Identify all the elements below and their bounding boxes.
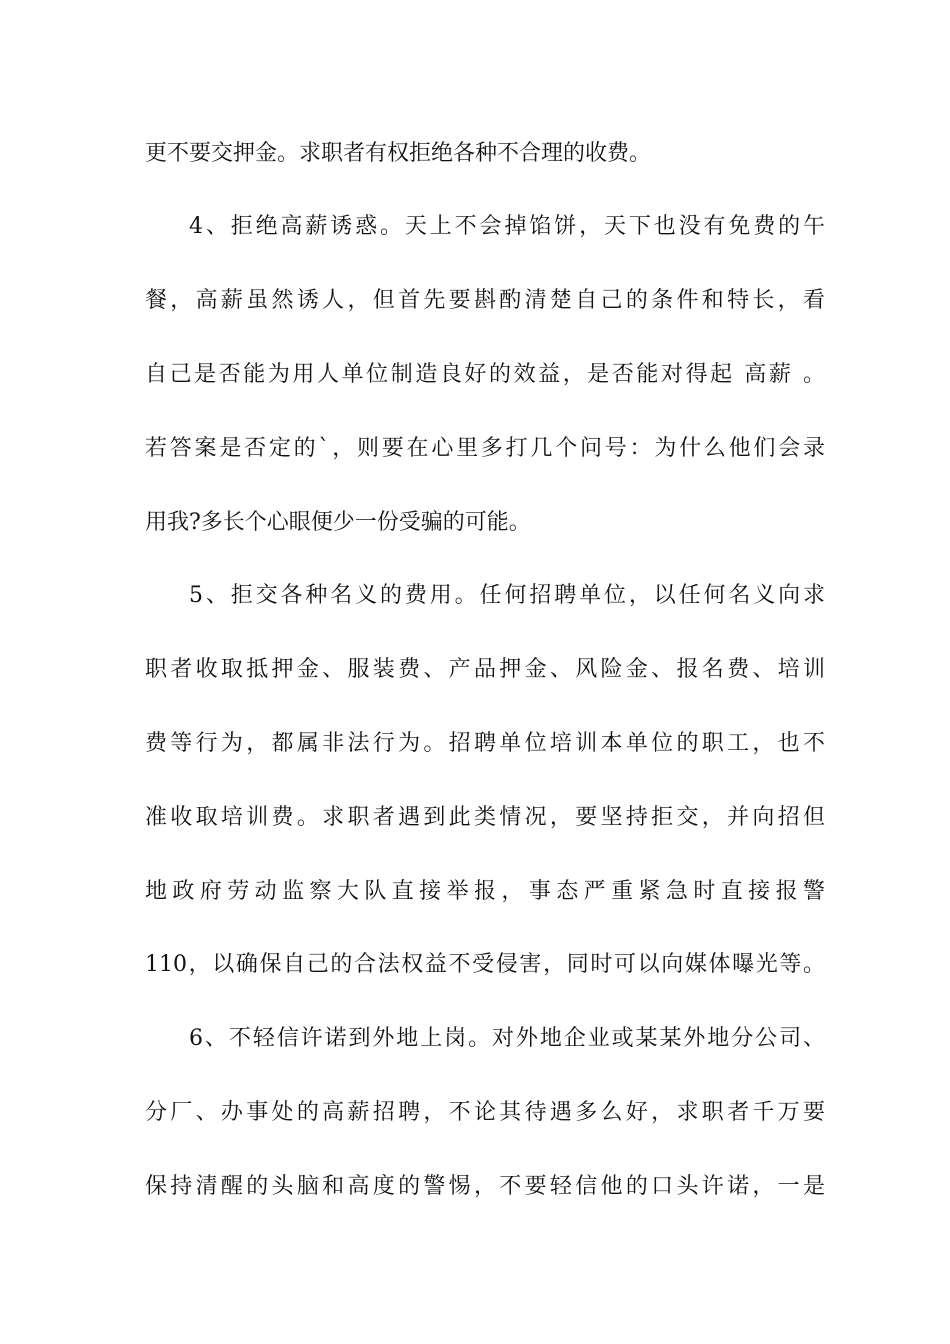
paragraph-line: 6、不轻信许诺到外地上岗。对外地企业或某某外地分公司、 <box>189 1026 825 1051</box>
paragraph-line: 保持清醒的头脑和高度的警惕，不要轻信他的口头许诺，一是 <box>145 1174 825 1199</box>
paragraph-line: 110，以确保自己的合法权益不受侵害，同时可以向媒体曝光等。 <box>145 952 825 977</box>
paragraph-line: 自己是否能为用人单位制造良好的效益，是否能对得起 高薪 。 <box>145 362 825 387</box>
paragraph-line: 费等行为，都属非法行为。招聘单位培训本单位的职工，也不 <box>145 731 825 756</box>
paragraph-line: 分厂、办事处的高薪招聘，不论其待遇多么好，求职者千万要 <box>145 1100 825 1125</box>
paragraph-line: 地政府劳动监察大队直接举报，事态严重紧急时直接报警 <box>145 879 825 904</box>
paragraph-line: 4、拒绝高薪诱惑。天上不会掉馅饼，天下也没有免费的午 <box>189 214 825 239</box>
paragraph-line: 5、拒交各种名义的费用。任何招聘单位，以任何名义向求 <box>189 583 825 608</box>
paragraph-line: 准收取培训费。求职者遇到此类情况，要坚持拒交，并向招但 <box>145 805 825 830</box>
paragraph-line: 用我?多长个心眼便少一份受骗的可能。 <box>145 510 531 535</box>
paragraph-line: 餐，高薪虽然诱人，但首先要斟酌清楚自己的条件和特长，看 <box>145 288 825 313</box>
paragraph-line: 更不要交押金。求职者有权拒绝各种不合理的收费。 <box>145 141 652 166</box>
paragraph-line: 若答案是否定的`，则要在心里多打几个问号：为什么他们会录 <box>145 436 825 461</box>
paragraph-line: 职者收取抵押金、服装费、产品押金、风险金、报名费、培训 <box>145 657 825 682</box>
